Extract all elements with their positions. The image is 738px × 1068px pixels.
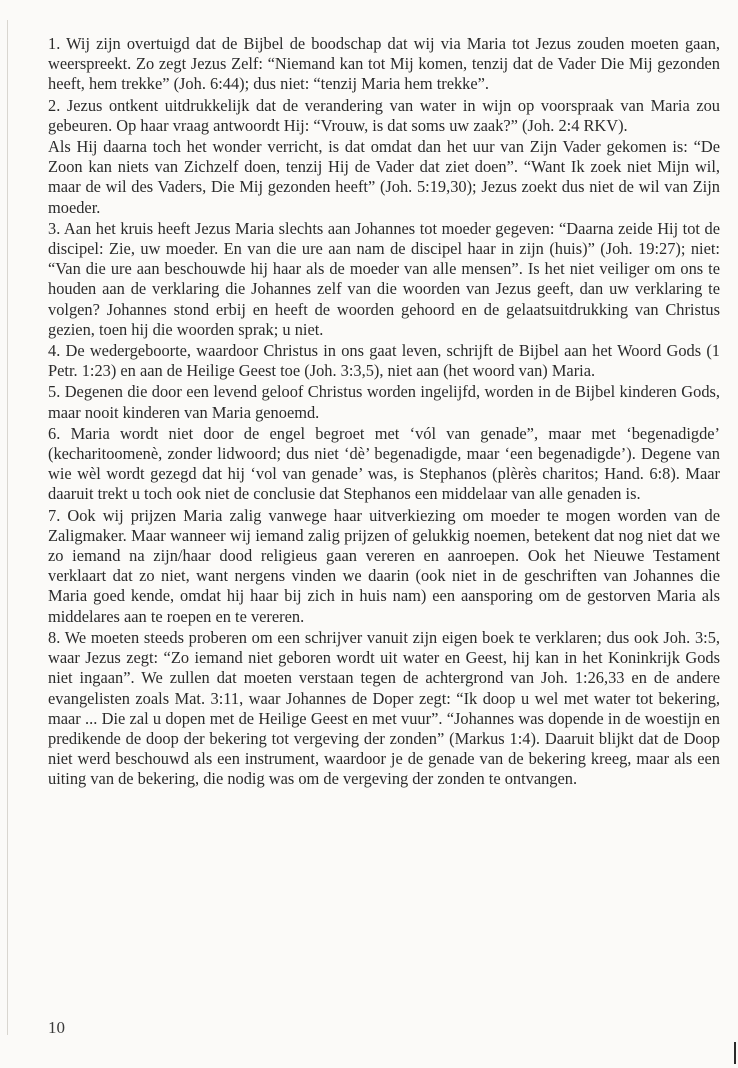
paragraph-1: 1. Wij zijn overtuigd dat de Bijbel de boodschap dat wij via Maria tot Jezus zouden moeten gaan, weerspreekt. Zo zegt Jezus Zelf: “Niemand kan tot Mij komen, tenzij dat de Vader Die Mij gezonden heeft, hem trekke” (Joh. 6:44); dus niet: “tenzij Maria hem trekke”. [48,34,720,94]
page-edge-line [7,20,8,1035]
paragraph-5: 5. Degenen die door een levend geloof Christus worden ingelijfd, worden in de Bijbel kinderen Gods, maar nooit kinderen van Maria genoemd. [48,382,720,422]
paragraph-2-continued: Als Hij daarna toch het wonder verricht, is dat omdat dan het uur van Zijn Vader gekomen is: “De Zoon kan niets van Zichzelf doen, tenzij Hij de Vader dat ziet doen”. “Want Ik zoek niet Mijn wil, maar de wil des Vaders, Die Mij gezonden heeft” (Joh. 5:19,30); Jezus zoekt dus niet de wil van Zijn moeder. [48,137,720,217]
paragraph-6: 6. Maria wordt niet door de engel begroet met ‘vól van genade”, maar met ‘begenadigde’ (kecharitoomenè, zonder lidwoord; dus niet ‘dè’ begenadigde, maar ‘een begenadigde’). Degene van wie wèl wordt gezegd dat hij ‘vol van genade’ was, is Stephanos (plèrès charitos; Hand. 6:8). Maar daaruit trekt u toch ook niet de conclusie dat Stephanos een middelaar van alle genaden is. [48,423,720,504]
paragraph-3: 3. Aan het kruis heeft Jezus Maria slechts aan Johannes tot moeder gegeven: “Daarna zeide Hij tot de discipel: Zie, uw moeder. En van die ure aan nam de discipel haar in zijn (huis)” (Joh. 19:27); niet: “Van die ure aan beschouwde hij haar als de moeder van alle mensen”. Is het niet veiliger om ons te houden aan de verklaring die Johannes zelf van die woorden van Jezus geeft, dan uw verklaring te volgen? Johannes stond erbij en heeft de woorden gehoord en de gelaatsuitdrukking van Christus gezien, toen hij die woorden sprak; u niet. [48,218,720,339]
paragraph-8: 8. We moeten steeds proberen om een schrijver vanuit zijn eigen boek te verklaren; dus ook Joh. 3:5, waar Jezus zegt: “Zo iemand niet geboren wordt uit water en Geest, hij kan in het Koninkrijk Gods niet ingaan”. We zullen dat moeten verstaan tegen de achtergrond van Joh. 1:26,33 en de andere evangelisten zoals Mat. 3:11, waar Johannes de Doper zegt: “Ik doop u wel met water tot bekering, maar ... Die zal u dopen met de Heilige Geest en met vuur”. “Johannes was dopende in de woestijn en predikende de doop der bekering tot vergeving der zonden” (Markus 1:4). Daaruit blijkt dat de Doop niet werd beschouwd als een instrument, waardoor je de genade van de bekering kreeg, maar als een uiting van de bekering, die nodig was om de vergeving der zonden te ontvangen. [48,627,720,789]
page-edge-mark [734,1042,736,1064]
paragraph-7: 7. Ook wij prijzen Maria zalig vanwege haar uitverkiezing om moeder te mogen worden van de Zaligmaker. Maar wanneer wij iemand zalig prijzen of gelukkig noemen, betekent dat nog niet dat we zo iemand na zijn/haar dood religieus gaan vereren en aanroepen. Ook het Nieuwe Testament verklaart dat zo niet, want nergens vinden we daarin (ook niet in de geschriften van Johannes die Maria goed kende, omdat hij haar bij zich in huis nam) een aansporing om de gestorven Maria als middelares aan te roepen en te vereren. [48,505,720,626]
paragraph-4: 4. De wedergeboorte, waardoor Christus in ons gaat leven, schrijft de Bijbel aan het Woord Gods (1 Petr. 1:23) en aan de Heilige Geest toe (Joh. 3:3,5), niet aan (het woord van) Maria. [48,341,720,381]
paragraph-2: 2. Jezus ontkent uitdrukkelijk dat de verandering van water in wijn op voorspraak van Maria zou gebeuren. Op haar vraag antwoordt Hij: “Vrouw, is dat soms uw zaak?” (Joh. 2:4 RKV). [48,95,720,135]
page-number: 10 [48,1018,65,1037]
body-text [48,34,720,791]
